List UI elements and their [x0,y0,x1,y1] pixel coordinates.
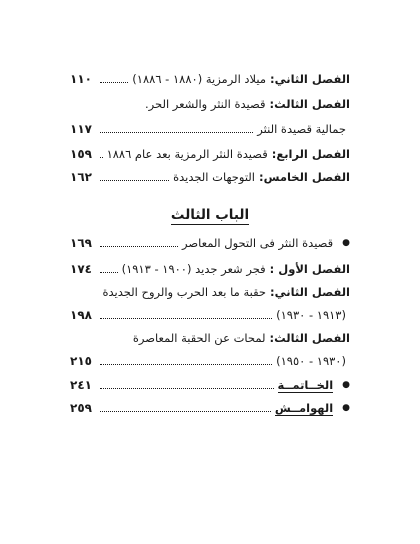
toc-entry [70,351,350,371]
entry-text: ميلاد الرمزية (١٨٨٠ - ١٨٨٦) [132,72,267,86]
entry-text: (١٩١٣ - ١٩٣٠) [276,308,346,322]
dot-leader [100,157,103,158]
toc-entry [70,233,350,253]
dot-leader [100,364,272,365]
entry-text: جمالية قصيدة النثر [257,122,346,136]
page-number: ١٦٩ [70,236,92,250]
part-title: الباب الثالث [170,207,250,223]
toc-entry [70,398,350,418]
toc-entry [70,69,350,89]
toc-entry [70,375,350,395]
dot-leader [100,318,272,319]
page-number: ١١٠ [70,72,92,86]
page-number: ١٦٢ [70,170,92,184]
page-number: ١٥٩ [70,147,92,161]
entry-text: لمحات عن الحقبة المعاصرة [132,331,266,345]
chapter-label: الفصل الرابع: [271,147,350,161]
entry-text: الخــاتمــة [277,377,334,392]
dot-leader [100,411,271,412]
entry-text: فجر شعر جديد (١٩٠٠ - ١٩١٣) [121,262,266,276]
dot-leader [100,246,178,247]
page-number: ٢٥٩ [70,401,92,415]
dot-leader [100,388,274,389]
toc-entry [70,259,350,279]
toc-entry [70,305,350,325]
entry-text: (١٩٣٠ - ١٩٥٠) [276,354,346,368]
page-number: ١٧٤ [70,262,92,276]
dot-leader [100,180,169,181]
chapter-label: الفصل الثالث: [269,97,350,111]
toc-entry [70,282,350,302]
bullet-icon: ● [342,380,350,390]
chapter-label: الفصل الثاني: [270,72,350,86]
chapter-label: الفصل الثاني: [270,285,350,299]
entry-text: قصيدة النثر الرمزية بعد عام ١٨٨٦ [106,147,268,161]
toc-entry [70,167,350,187]
entry-text: التوجهات الجديدة [173,170,256,184]
dot-leader [100,82,128,83]
toc-entry [70,144,350,164]
toc-entry [70,119,350,139]
part-heading [0,207,420,223]
dot-leader [100,272,118,273]
bullet-icon: ● [342,403,350,413]
chapter-label: الفصل الثالث: [269,331,350,345]
toc-entry [70,328,350,348]
chapter-label: الفصل الأول : [269,262,350,276]
entry-text: الهوامــش [274,400,334,415]
chapter-label: الفصل الخامس: [259,170,350,184]
entry-text: حقبة ما بعد الحرب والروح الجديدة [102,285,267,299]
page-number: ٢١٥ [70,354,92,368]
page-number: ١١٧ [70,122,92,136]
page-number: ٢٤١ [70,378,92,392]
entry-text: قصيدة النثر والشعر الحر. [145,97,266,111]
toc-entry [70,94,350,114]
page-number: ١٩٨ [70,308,92,322]
entry-text: قصيدة النثر فى التحول المعاصر [182,236,334,250]
bullet-icon: ● [342,238,350,248]
dot-leader [100,132,253,133]
